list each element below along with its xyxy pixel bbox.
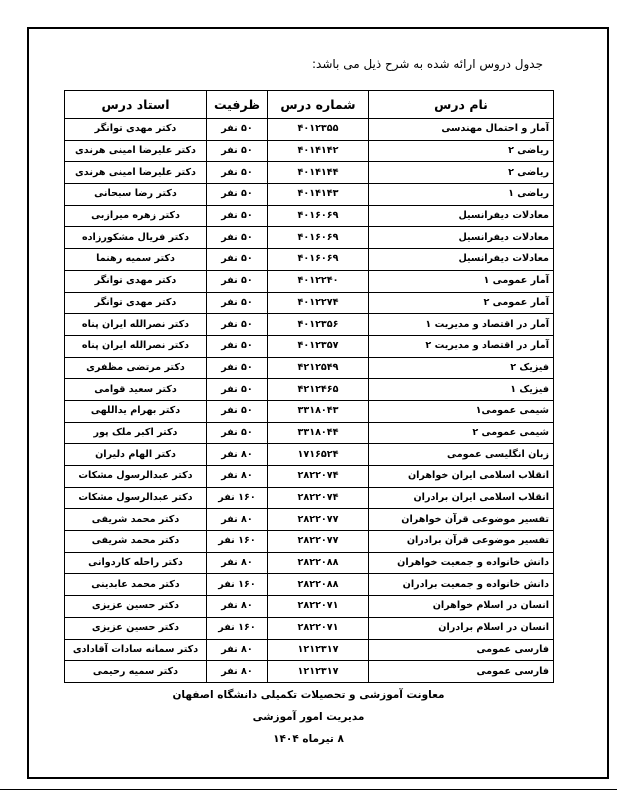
teacher-cell: دکتر محمد شریفی xyxy=(65,531,207,553)
table-row xyxy=(65,466,554,488)
teacher-cell: دکتر مهدی توانگر xyxy=(65,119,207,141)
teacher-cell: دکتر اکبر ملک پور xyxy=(65,422,207,444)
capacity-cell: ۱۶۰ نفر xyxy=(207,617,268,639)
capacity-cell: ۵۰ نفر xyxy=(207,314,268,336)
teacher-cell: دکتر نصرالله ایران پناه xyxy=(65,335,207,357)
table-row xyxy=(65,314,554,336)
course-name-cell: انقلاب اسلامی ایران خواهران xyxy=(369,466,554,488)
teacher-cell: دکتر علیرضا امینی هرندی xyxy=(65,140,207,162)
capacity-cell: ۸۰ نفر xyxy=(207,509,268,531)
capacity-cell: ۵۰ نفر xyxy=(207,270,268,292)
capacity-cell: ۵۰ نفر xyxy=(207,205,268,227)
table-row xyxy=(65,509,554,531)
teacher-cell: دکتر سعید قوامی xyxy=(65,379,207,401)
table-row xyxy=(65,249,554,271)
course-number-cell: ۲۸۲۲۰۷۱ xyxy=(268,617,369,639)
table-row xyxy=(65,444,554,466)
capacity-cell: ۸۰ نفر xyxy=(207,596,268,618)
capacity-cell: ۵۰ نفر xyxy=(207,379,268,401)
course-name-cell: دانش خانواده و جمعیت برادران xyxy=(369,574,554,596)
teacher-cell: دکتر عبدالرسول مشکات xyxy=(65,487,207,509)
teacher-cell: دکتر رضا سبحانی xyxy=(65,184,207,206)
course-number-cell: ۳۳۱۸۰۴۳ xyxy=(268,400,369,422)
table-row xyxy=(65,639,554,661)
header-course-number: شماره درس xyxy=(268,91,369,119)
teacher-cell: دکتر سمانه سادات آقادادی xyxy=(65,639,207,661)
footer-date: ۸ تیرماه ۱۴۰۴ xyxy=(273,733,344,745)
course-number-cell: ۴۰۱۶۰۶۹ xyxy=(268,249,369,271)
teacher-cell: دکتر حسین عزیزی xyxy=(65,617,207,639)
capacity-cell: ۵۰ نفر xyxy=(207,422,268,444)
capacity-cell: ۱۶۰ نفر xyxy=(207,531,268,553)
course-number-cell: ۱۲۱۲۳۱۷ xyxy=(268,639,369,661)
course-name-cell: ریاضی ۲ xyxy=(369,140,554,162)
table-row xyxy=(65,596,554,618)
course-name-cell: شیمی عمومی۱ xyxy=(369,400,554,422)
teacher-cell: دکتر علیرضا امینی هرندی xyxy=(65,162,207,184)
course-name-cell: معادلات دیفرانسیل xyxy=(369,249,554,271)
table-row xyxy=(65,205,554,227)
table-row xyxy=(65,292,554,314)
footer-office: معاونت آموزشی و تحصیلات تکمیلی دانشگاه اصفهان xyxy=(172,689,445,701)
header-teacher: استاد درس xyxy=(65,91,207,119)
footer-department: مدیریت امور آموزشی xyxy=(252,711,365,723)
course-number-cell: ۴۰۱۲۳۵۷ xyxy=(268,335,369,357)
table-row xyxy=(65,487,554,509)
capacity-cell: ۸۰ نفر xyxy=(207,639,268,661)
page-bottom-rule xyxy=(0,789,617,790)
course-number-cell: ۲۸۲۲۰۷۱ xyxy=(268,596,369,618)
table-row xyxy=(65,140,554,162)
course-name-cell: انقلاب اسلامی ایران برادران xyxy=(369,487,554,509)
course-name-cell: فیزیک ۱ xyxy=(369,379,554,401)
course-number-cell: ۴۰۱۴۱۴۲ xyxy=(268,140,369,162)
header-capacity: ظرفیت xyxy=(207,91,268,119)
table-row xyxy=(65,574,554,596)
course-number-cell: ۲۸۲۲۰۷۴ xyxy=(268,487,369,509)
course-name-cell: فارسی عمومی xyxy=(369,661,554,683)
course-name-cell: زبان انگلیسی عمومی xyxy=(369,444,554,466)
capacity-cell: ۸۰ نفر xyxy=(207,552,268,574)
table-row xyxy=(65,400,554,422)
capacity-cell: ۸۰ نفر xyxy=(207,661,268,683)
capacity-cell: ۵۰ نفر xyxy=(207,292,268,314)
course-name-cell: تفسیر موضوعی قرآن برادران xyxy=(369,531,554,553)
course-name-cell: انسان در اسلام خواهران xyxy=(369,596,554,618)
course-number-cell: ۲۸۲۲۰۷۷ xyxy=(268,509,369,531)
table-row xyxy=(65,162,554,184)
course-number-cell: ۴۰۱۴۱۴۴ xyxy=(268,162,369,184)
course-number-cell: ۴۰۱۶۰۶۹ xyxy=(268,227,369,249)
course-name-cell: دانش خانواده و جمعیت خواهران xyxy=(369,552,554,574)
capacity-cell: ۵۰ نفر xyxy=(207,400,268,422)
footer xyxy=(64,684,553,750)
table-row xyxy=(65,617,554,639)
teacher-cell: دکتر راحله کاردوانی xyxy=(65,552,207,574)
table-row xyxy=(65,335,554,357)
table-row xyxy=(65,661,554,683)
table-row xyxy=(65,227,554,249)
capacity-cell: ۵۰ نفر xyxy=(207,249,268,271)
capacity-cell: ۵۰ نفر xyxy=(207,119,268,141)
course-name-cell: آمار عمومی ۲ xyxy=(369,292,554,314)
teacher-cell: دکتر حسین عزیزی xyxy=(65,596,207,618)
course-number-cell: ۴۲۱۲۵۴۹ xyxy=(268,357,369,379)
table-row xyxy=(65,357,554,379)
course-number-cell: ۲۸۲۲۰۷۷ xyxy=(268,531,369,553)
course-number-cell: ۲۸۲۲۰۷۴ xyxy=(268,466,369,488)
teacher-cell: دکتر مرتضی مظفری xyxy=(65,357,207,379)
teacher-cell: دکتر سمیه رحیمی xyxy=(65,661,207,683)
course-name-cell: فیزیک ۲ xyxy=(369,357,554,379)
capacity-cell: ۵۰ نفر xyxy=(207,227,268,249)
courses-table xyxy=(64,90,554,683)
teacher-cell: دکتر الهام دلیران xyxy=(65,444,207,466)
course-name-cell: آمار عمومی ۱ xyxy=(369,270,554,292)
course-number-cell: ۴۰۱۲۲۷۴ xyxy=(268,292,369,314)
table-row xyxy=(65,379,554,401)
table-row xyxy=(65,270,554,292)
course-number-cell: ۱۷۱۶۵۲۴ xyxy=(268,444,369,466)
course-name-cell: ریاضی ۱ xyxy=(369,184,554,206)
course-name-cell: ریاضی ۲ xyxy=(369,162,554,184)
capacity-cell: ۵۰ نفر xyxy=(207,184,268,206)
teacher-cell: دکتر بهرام یداللهی xyxy=(65,400,207,422)
intro-text: جدول دروس ارائه شده به شرح ذیل می باشد: xyxy=(312,57,543,71)
table-row xyxy=(65,531,554,553)
course-name-cell: معادلات دیفرانسیل xyxy=(369,205,554,227)
course-name-cell: تفسیر موضوعی قرآن خواهران xyxy=(369,509,554,531)
teacher-cell: دکتر مهدی توانگر xyxy=(65,292,207,314)
course-number-cell: ۴۰۱۲۳۵۶ xyxy=(268,314,369,336)
teacher-cell: دکتر محمد عابدینی xyxy=(65,574,207,596)
course-number-cell: ۲۸۲۲۰۸۸ xyxy=(268,574,369,596)
table-header-row xyxy=(65,91,554,119)
course-name-cell: آمار در اقتصاد و مدیریت ۲ xyxy=(369,335,554,357)
course-number-cell: ۴۰۱۲۳۵۵ xyxy=(268,119,369,141)
teacher-cell: دکتر عبدالرسول مشکات xyxy=(65,466,207,488)
table-row xyxy=(65,422,554,444)
header-course-name: نام درس xyxy=(369,91,554,119)
teacher-cell: دکتر مهدی توانگر xyxy=(65,270,207,292)
course-number-cell: ۲۸۲۲۰۸۸ xyxy=(268,552,369,574)
capacity-cell: ۵۰ نفر xyxy=(207,335,268,357)
capacity-cell: ۱۶۰ نفر xyxy=(207,574,268,596)
table-body xyxy=(65,119,554,683)
course-name-cell: معادلات دیفرانسیل xyxy=(369,227,554,249)
course-number-cell: ۴۲۱۲۴۶۵ xyxy=(268,379,369,401)
teacher-cell: دکتر فریال مشکورزاده xyxy=(65,227,207,249)
course-number-cell: ۴۰۱۶۰۶۹ xyxy=(268,205,369,227)
course-name-cell: شیمی عمومی ۲ xyxy=(369,422,554,444)
capacity-cell: ۵۰ نفر xyxy=(207,140,268,162)
teacher-cell: دکتر نصرالله ایران پناه xyxy=(65,314,207,336)
table-row xyxy=(65,552,554,574)
course-number-cell: ۴۰۱۲۲۴۰ xyxy=(268,270,369,292)
course-number-cell: ۳۳۱۸۰۴۴ xyxy=(268,422,369,444)
course-number-cell: ۴۰۱۴۱۴۳ xyxy=(268,184,369,206)
course-number-cell: ۱۲۱۲۳۱۷ xyxy=(268,661,369,683)
teacher-cell: دکتر زهره میرازبی xyxy=(65,205,207,227)
table-row xyxy=(65,119,554,141)
capacity-cell: ۱۶۰ نفر xyxy=(207,487,268,509)
table-row xyxy=(65,184,554,206)
capacity-cell: ۵۰ نفر xyxy=(207,162,268,184)
course-name-cell: انسان در اسلام برادران xyxy=(369,617,554,639)
capacity-cell: ۵۰ نفر xyxy=(207,357,268,379)
course-name-cell: آمار در اقتصاد و مدیریت ۱ xyxy=(369,314,554,336)
course-name-cell: فارسی عمومی xyxy=(369,639,554,661)
course-name-cell: آمار و احتمال مهندسی xyxy=(369,119,554,141)
capacity-cell: ۸۰ نفر xyxy=(207,444,268,466)
capacity-cell: ۸۰ نفر xyxy=(207,466,268,488)
teacher-cell: دکتر محمد شریفی xyxy=(65,509,207,531)
teacher-cell: دکتر سمیه رهنما xyxy=(65,249,207,271)
